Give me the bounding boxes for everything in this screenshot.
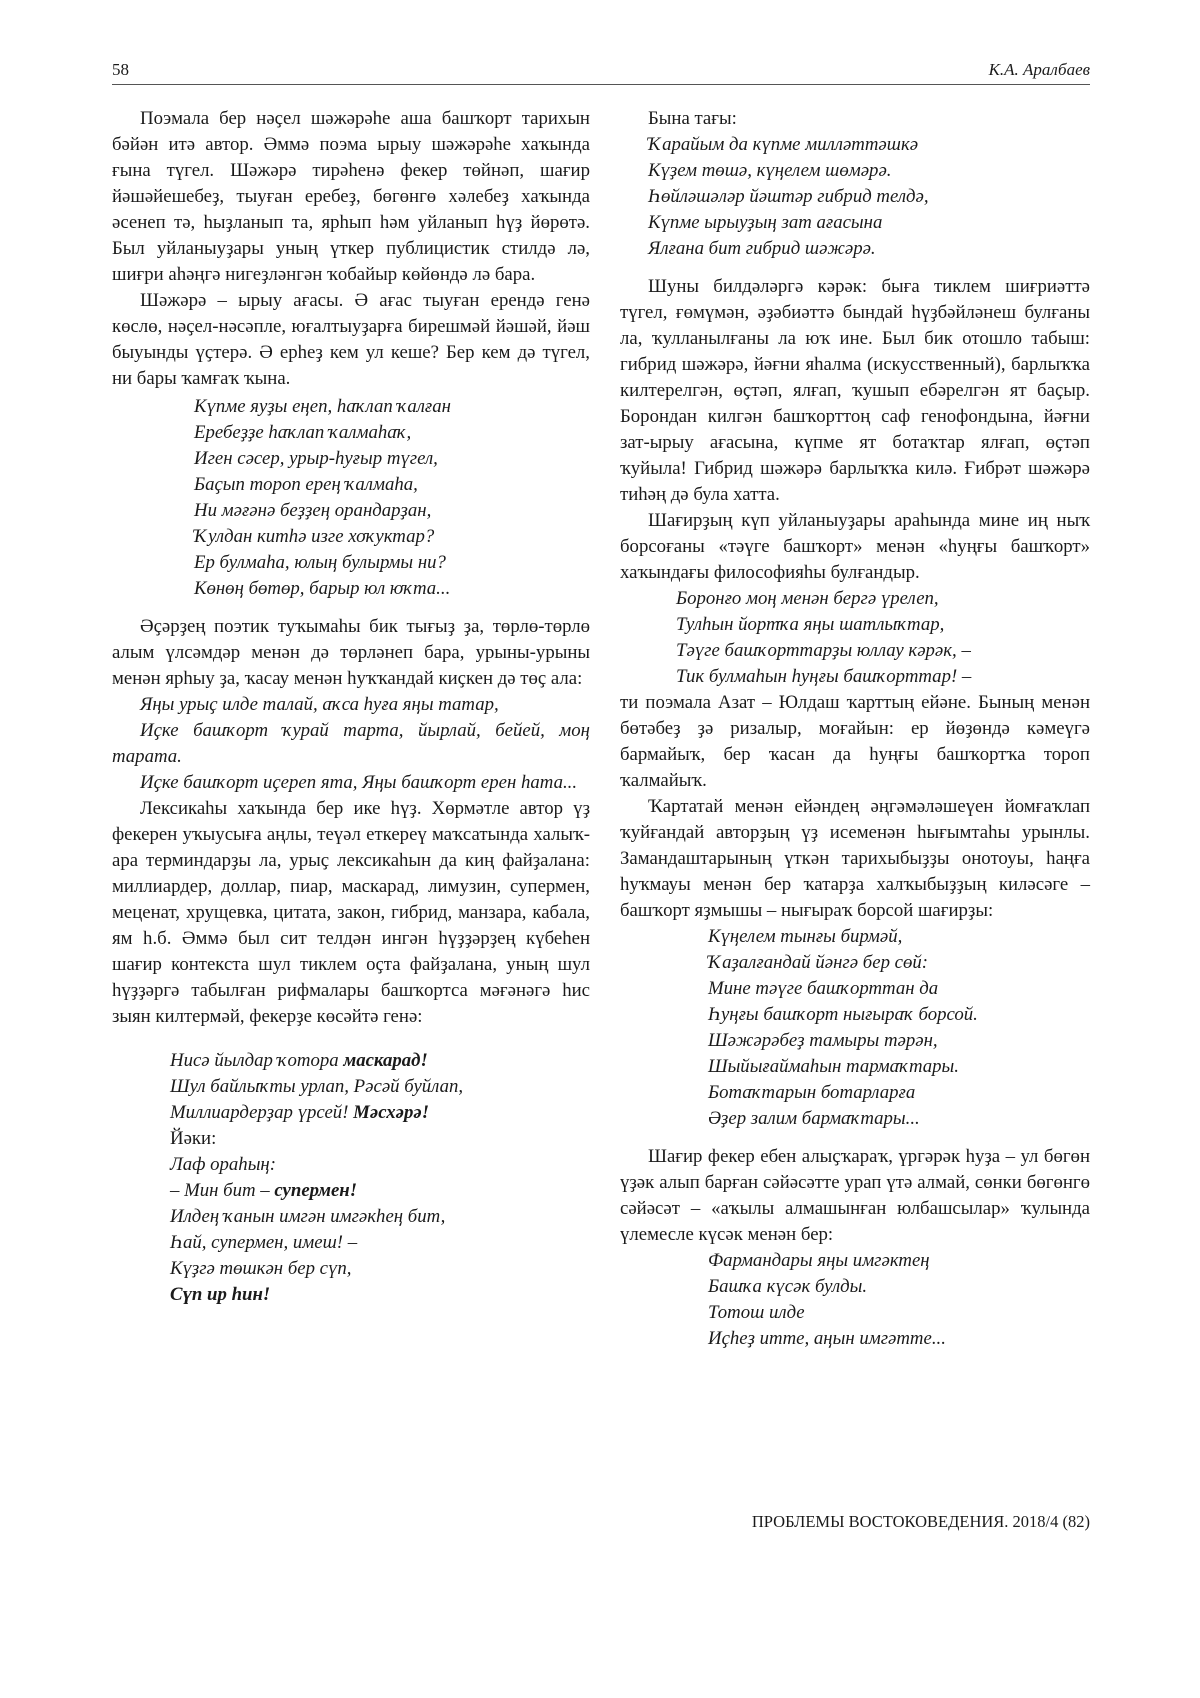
verse-line: Боронғо моң менән бергә үрелеп,	[676, 588, 939, 609]
verse-line: Ни мәғәнә беҙҙең орандарҙан,	[194, 500, 432, 521]
paragraph: Шағир фекер ебен алыҫҡараҡ, үргәрәк һуҙа – ул бөгөн үҙәк алып барған сәйәсәтте урап үтә алмай, сөнки бөгөнгө сәйәсәт – «аҡылы алмашынған юлбашсылар» ҡулында үлемесле күсәк менән бер:	[620, 1146, 1090, 1245]
verse-line: Һөйләшәләр йәштәр гибрид телдә,	[648, 186, 929, 207]
verse-line: Тик булмаһын һуңғы башҡорттар! –	[676, 666, 972, 687]
running-header	[112, 60, 1090, 85]
verse-line	[170, 1048, 590, 1074]
verse-line	[170, 1282, 590, 1308]
verse-line: Баҫып тороп ерең ҡалмаһа,	[194, 474, 418, 495]
verse-line: Илдең ҡанын имгән имгәкһең бит,	[170, 1206, 446, 1227]
verse-line: Көнөң бөтөр, барыр юл юҡта...	[194, 578, 451, 599]
verse-line: Тулһын йортҡа яңы шатлыҡтар,	[676, 614, 945, 635]
verse-line: Ҡулдан китһә изге хоҡуктар?	[194, 526, 435, 547]
verse-line: Ялғана бит гибрид шәжәрә.	[648, 238, 876, 259]
paragraph: Бына тағы:	[648, 108, 737, 129]
verse-emphasis: Сүп ир һин!	[170, 1284, 271, 1305]
verse-line: Ботаҡтарын ботарларға	[708, 1082, 916, 1103]
verse-line: Мине тәүге башҡорттан да	[708, 978, 939, 999]
verse-line: Күпме яуҙы еңеп, һаҡлап ҡалған	[194, 396, 451, 417]
verse-line: Күңелем тынғы бирмәй,	[708, 926, 903, 947]
verse-block	[112, 1048, 590, 1308]
verse-text: Миллиардерҙар үрсей!	[170, 1102, 354, 1123]
verse-line: Һай, супермен, имеш! –	[170, 1232, 358, 1253]
journal-footer: ПРОБЛЕМЫ ВОСТОКОВЕДЕНИЯ. 2018/4 (82)	[751, 1512, 1090, 1531]
paragraph: Шуны билдәләргә кәрәк: быға тиклем шиғриәттә түгел, ғөмүмән, әҙәбиәттә бындай һүҙбәйләнеш булғаны ла, ҡулланылғаны ла юҡ ине. Был бик отошло табыш: гибрид шәжәрә, йәғни яһалма (искусственный), барлыҡҡа килтерелгән, өҫтәп, ялғап, ҡушып ебәрелгән ят баҫыр. Борондан килгән башҡорттоң саф генофондына, йәғни зат-ырыу ағасына, күпме ят ботаҡтар ялғап, өҫтәп ҡуйыла! Гибрид шәжәрә барлыҡҡа килә. Ғибрәт шәжәрә тиһәң дә була хатта.	[620, 276, 1090, 505]
verse-line: Иген сәсер, урыр-һуғыр түгел,	[194, 448, 438, 469]
paragraph: Ҡартатай менән ейәндең әңгәмәләшеүен йомғаҡлап ҡуйғандай авторҙың үҙ исеменән һығымтаһы урынлы. Замандаштарының үткән тарихыбыҙҙы онотоуы, һаңға һуҡмауы менән бер ҡатарҙа халҡыбыҙҙың киләсәге – башҡорт яҙмышы – нығыраҡ борсой шағирҙы:	[620, 796, 1090, 921]
left-column	[112, 106, 590, 1308]
verse-emphasis: супермен!	[274, 1180, 358, 1201]
verse-line	[170, 1100, 590, 1126]
verse-text: Нисә йылдар ҡотора	[170, 1050, 344, 1071]
verse-line: Тәүге башҡорттарҙы юллау кәрәк, –	[676, 640, 971, 661]
paragraph: Лексикаһы хаҡында бер ике һүҙ. Хөрмәтле автор үҙ фекерен уҡыусыға аңлы, теүәл еткереү маҡсатында халыҡ-ара терминдарҙы ла, урыҫ лексикаһын да киң файҙалана: миллиардер, доллар, пиар, маскарад, лимузин, супермен, меценат, хрущевка, цитата, закон, гибрид, манзара, кабала, ям һ.б. Әммә был сит телдән ингән һүҙҙәрҙең күбеһен шағир контекста шул тиклем оҫта файҙалана, уның шул һүҙҙәргә табылған рифмалары башҡортса мәғәнәгә һис зыян килтермәй, фекерҙе көсәйтә генә:	[112, 798, 590, 1027]
verse-block	[620, 924, 1090, 1132]
verse-line: Ҡарайым да күпме милләттәшкә	[648, 134, 919, 155]
verse-line: Тотош илде	[708, 1302, 805, 1323]
paragraph: Поэмала бер нәҫел шәжәрәһе аша башҡорт тарихын бәйән итә автор. Әммә поэма ырыу шәжәрәһе хаҡында ғына түгел. Шәжәрә тирәһенә фекер төйнәп, шағир йәшәйешебеҙ, тыуған еребеҙ, бөгөнгө хәлебеҙ хаҡында әсенеп тә, һыҙланып та, ярһып һәм уйланып һүҙ йөрөтә. Был уйланыуҙары уның үткер публицистик стилдә лә, шиғри аһәңгә нигеҙләнгән ҡобайыр көйөндә лә бара.	[112, 108, 590, 285]
verse-line: Күҙем төшә, күңелем шөмәрә.	[648, 160, 892, 181]
verse-line: Лаф ораһың:	[170, 1154, 276, 1175]
verse-connector: Йәки:	[170, 1128, 217, 1149]
verse-line: Башҡа күсәк булды.	[708, 1276, 868, 1297]
verse-block	[620, 1248, 1090, 1352]
verse-line: Шәжәрәбеҙ тамыры тәрән,	[708, 1030, 938, 1051]
author-name: К.А. Аралбаев	[988, 60, 1090, 79]
verse-block	[620, 132, 1090, 262]
right-column	[620, 106, 1090, 1352]
verse-line: Күҙгә төшкән бер сүп,	[170, 1258, 352, 1279]
verse-line: Ер булмаһа, юлың булырмы ни?	[194, 552, 446, 573]
verse-block	[112, 692, 590, 796]
verse-line: Иҫһеҙ итте, аңын имгәтте...	[708, 1328, 946, 1349]
verse-emphasis: маскарад!	[343, 1050, 428, 1071]
verse-line: Шул байлыҡты урлап, Рәсәй буйлап,	[170, 1076, 464, 1097]
verse-line: Күпме ырыуҙың зат ағасына	[648, 212, 883, 233]
verse-block	[112, 394, 590, 602]
verse-line: Иҫке башҡорт иҫереп ята, Яңы башҡорт ерен һата...	[140, 772, 578, 793]
paragraph: Әҫәрҙең поэтик туҡымаһы бик тығыҙ ҙа, төрлө-төрлө алым үлсәмдәр менән дә төрләнеп бара, урыны-урыны менән ярһыу ҙа, ҡасау менән һуҡҡандай киҫкен дә төҫ ала:	[112, 616, 590, 689]
paragraph: ти поэмала Азат – Юлдаш ҡарттың ейәне. Бының менән бөтәбеҙ ҙә ризалыр, моғайын: ер йөҙөндә кәмеүгә бармайыҡ, бер ҡасан да һуңғы башҡортҡа тороп ҡалмайыҡ.	[620, 692, 1090, 791]
verse-line: Әҙер залим бармаҡтары...	[708, 1108, 920, 1129]
verse-line: Һуңғы башҡорт нығыраҡ борсой.	[708, 1004, 978, 1025]
verse-line: Ҡаҙалғандай йәнгә бер сөй:	[708, 952, 929, 973]
verse-text: – Мин бит –	[170, 1180, 275, 1201]
verse-line	[170, 1178, 590, 1204]
verse-emphasis: Мәсхәрә!	[353, 1102, 430, 1123]
verse-line: Шыйығаймаһын тармаҡтары.	[708, 1056, 959, 1077]
verse-block	[620, 586, 1090, 690]
page-number: 58	[112, 60, 129, 79]
verse-line: Яңы урыҫ илде талай, аҡса һуға яңы татар,	[140, 694, 499, 715]
verse-line: Еребеҙҙе һаҡлап ҡалмаһаҡ,	[194, 422, 412, 443]
paragraph: Шағирҙың күп уйланыуҙары араһында мине иң ныҡ борсоғаны «тәүге башҡорт» менән «һуңғы башҡорт» хаҡындағы философияһы булғандыр.	[620, 510, 1090, 583]
verse-line: Фармандары яңы имгәктең	[708, 1250, 930, 1271]
paragraph: Шәжәрә – ырыу ағасы. Ә ағас тыуған ерендә генә көслө, нәҫел-нәсәпле, юғалтыуҙарға бирешмәй йәшәй, йәш быуынды үҫтерә. Ә ерһеҙ кем ул кеше? Бер кем дә түгел, ни бары ҡамғаҡ ҡына.	[112, 290, 590, 389]
verse-line: Иҫке башҡорт ҡурай тарта, йырлай, бейей, моң тарата.	[112, 720, 590, 767]
